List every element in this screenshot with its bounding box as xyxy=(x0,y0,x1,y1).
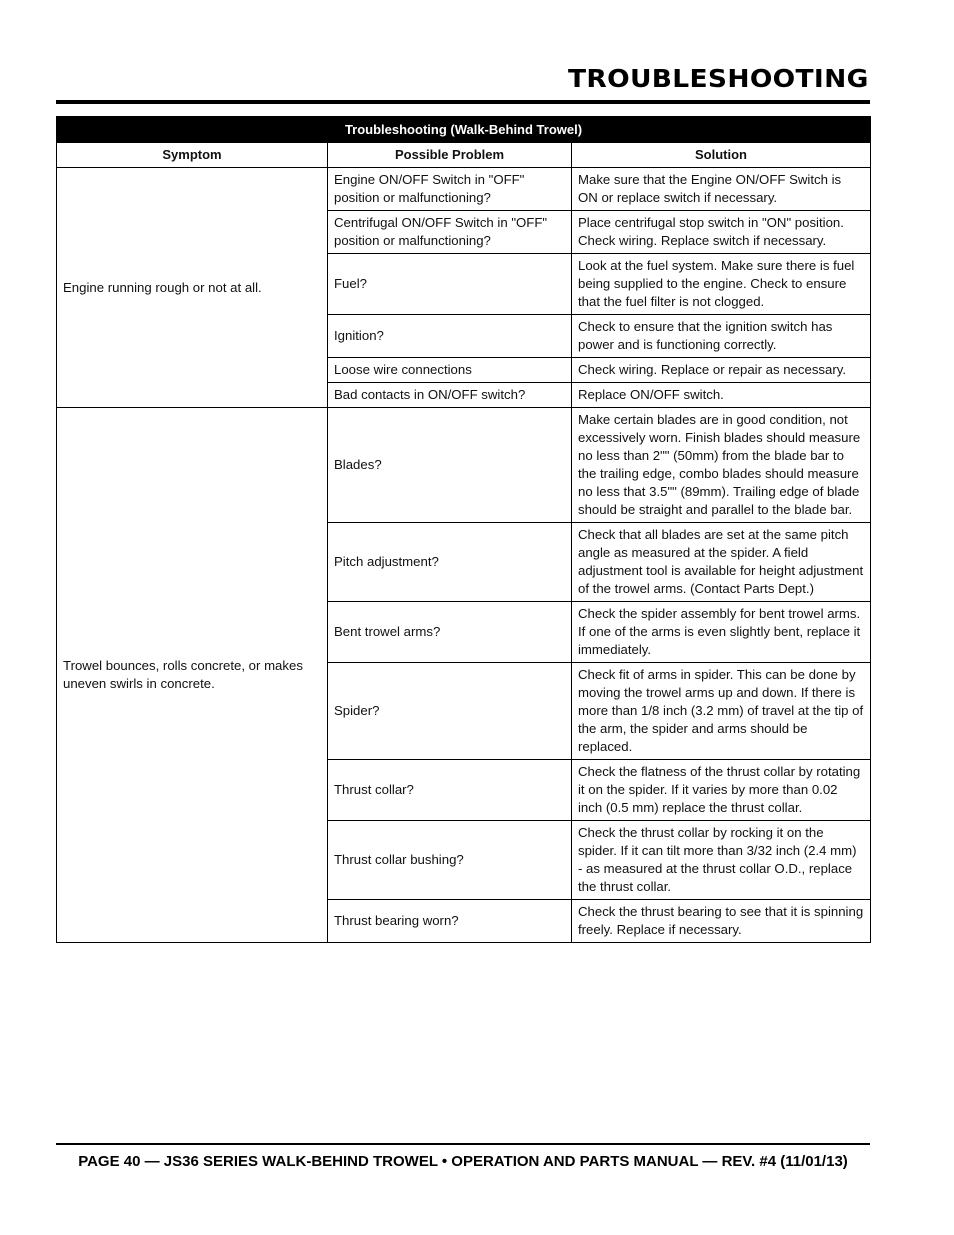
problem-cell: Bad contacts in ON/OFF switch? xyxy=(328,383,572,408)
solution-cell: Check wiring. Replace or repair as necessary. xyxy=(572,358,871,383)
table-row xyxy=(57,408,871,523)
solution-cell: Check the flatness of the thrust collar by rotating it on the spider. If it varies by more than 0.02 inch (0.5 mm) replace the thrust collar. xyxy=(572,760,871,821)
column-header-solution: Solution xyxy=(572,143,871,168)
problem-cell: Spider? xyxy=(328,663,572,760)
problem-cell: Engine ON/OFF Switch in "OFF" position or malfunctioning? xyxy=(328,168,572,211)
footer-rule xyxy=(56,1143,870,1145)
problem-cell: Fuel? xyxy=(328,254,572,315)
table-caption-row xyxy=(57,117,871,143)
solution-cell: Look at the fuel system. Make sure there is fuel being supplied to the engine. Check to ensure that the fuel filter is not clogged. xyxy=(572,254,871,315)
problem-cell: Ignition? xyxy=(328,315,572,358)
solution-cell: Check fit of arms in spider. This can be done by moving the trowel arms up and down. If there is more than 1/8 inch (3.2 mm) of travel at the tip of the arm, the spider and arms should be replaced. xyxy=(572,663,871,760)
solution-cell: Check the thrust bearing to see that it is spinning freely. Replace if necessary. xyxy=(572,900,871,943)
solution-cell: Make certain blades are in good condition, not excessively worn. Finish blades should measure no less than 2"" (50mm) from the blade bar to the trailing edge, combo blades should measure no less that 3.5"" (89mm). Trailing edge of blade should be straight and parallel to the blade bar. xyxy=(572,408,871,523)
page-footer: PAGE 40 — JS36 SERIES WALK-BEHIND TROWEL • OPERATION AND PARTS MANUAL — REV. #4 (11/01/13) xyxy=(78,1153,848,1170)
page-title: TROUBLESHOOTING xyxy=(568,64,869,93)
problem-cell: Loose wire connections xyxy=(328,358,572,383)
table-row xyxy=(57,168,871,211)
problem-cell: Centrifugal ON/OFF Switch in "OFF" position or malfunctioning? xyxy=(328,211,572,254)
solution-cell: Check to ensure that the ignition switch has power and is functioning correctly. xyxy=(572,315,871,358)
symptom-cell: Trowel bounces, rolls concrete, or makes uneven swirls in concrete. xyxy=(57,408,328,943)
problem-cell: Thrust bearing worn? xyxy=(328,900,572,943)
problem-cell: Bent trowel arms? xyxy=(328,602,572,663)
solution-cell: Check the spider assembly for bent trowel arms. If one of the arms is even slightly bent, replace it immediately. xyxy=(572,602,871,663)
table-caption: Troubleshooting (Walk-Behind Trowel) xyxy=(57,117,871,143)
problem-cell: Pitch adjustment? xyxy=(328,523,572,602)
symptom-cell: Engine running rough or not at all. xyxy=(57,168,328,408)
solution-cell: Make sure that the Engine ON/OFF Switch is ON or replace switch if necessary. xyxy=(572,168,871,211)
problem-cell: Blades? xyxy=(328,408,572,523)
table-header-row xyxy=(57,143,871,168)
column-header-problem: Possible Problem xyxy=(328,143,572,168)
column-header-symptom: Symptom xyxy=(57,143,328,168)
solution-cell: Replace ON/OFF switch. xyxy=(572,383,871,408)
troubleshooting-table xyxy=(56,116,871,943)
solution-cell: Check the thrust collar by rocking it on the spider. If it can tilt more than 3/32 inch (2.4 mm) - as measured at the thrust collar O.D., replace the thrust collar. xyxy=(572,821,871,900)
problem-cell: Thrust collar? xyxy=(328,760,572,821)
solution-cell: Place centrifugal stop switch in "ON" position. Check wiring. Replace switch if necessary. xyxy=(572,211,871,254)
solution-cell: Check that all blades are set at the same pitch angle as measured at the spider. A field adjustment tool is available for height adjustment of the trowel arms. (Contact Parts Dept.) xyxy=(572,523,871,602)
problem-cell: Thrust collar bushing? xyxy=(328,821,572,900)
title-rule xyxy=(56,100,870,104)
